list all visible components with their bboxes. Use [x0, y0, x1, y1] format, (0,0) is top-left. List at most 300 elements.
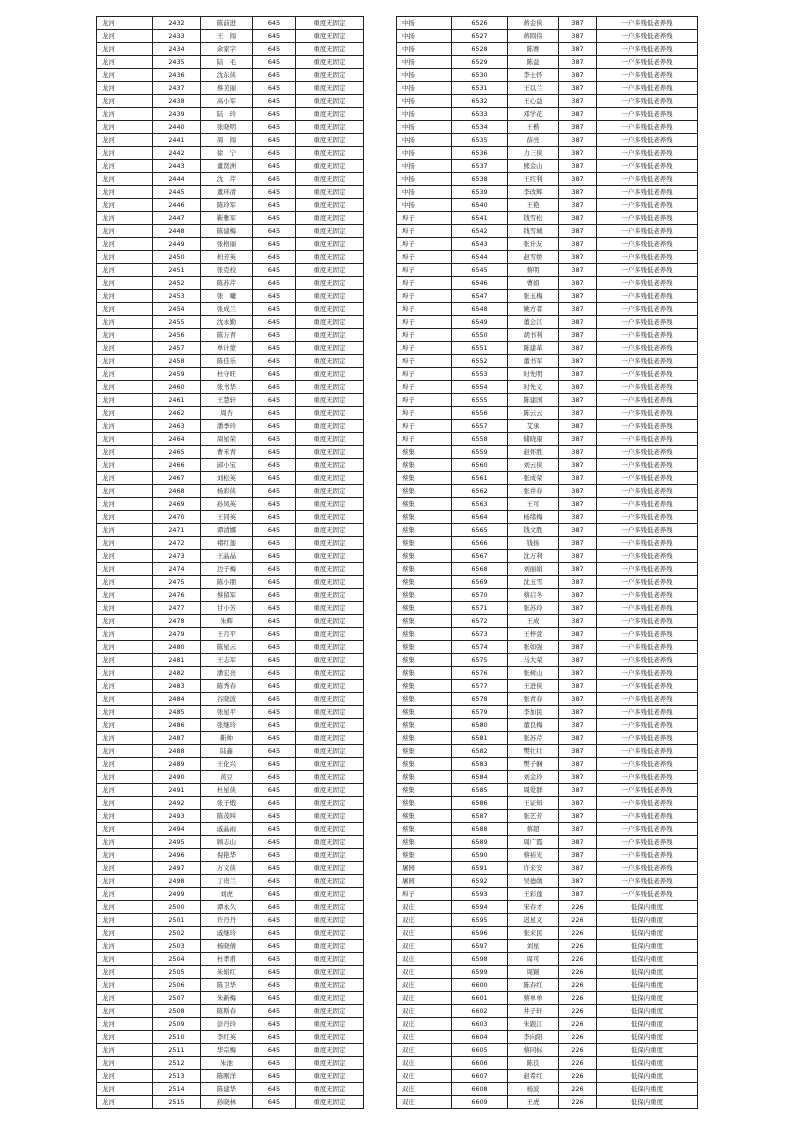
- town-cell: 龙河: [97, 875, 153, 888]
- town-cell: 龙河: [97, 615, 153, 628]
- name-cell: 邱小宝: [201, 459, 253, 472]
- category-cell: 重度无固定: [296, 433, 364, 446]
- category-cell: 重度无固定: [296, 147, 364, 160]
- amount-cell: 645: [253, 823, 296, 836]
- name-cell: 陈建梅: [201, 225, 253, 238]
- town-cell: 龙河: [97, 381, 153, 394]
- name-cell: 王进侠: [508, 680, 559, 693]
- serial-cell: 2456: [153, 329, 201, 342]
- town-cell: 龙河: [97, 927, 153, 940]
- name-cell: 王红利: [508, 173, 559, 186]
- town-cell: 蔡集: [397, 498, 452, 511]
- town-cell: 龙河: [97, 225, 153, 238]
- serial-cell: 6606: [452, 1057, 508, 1070]
- town-cell: 龙河: [97, 173, 153, 186]
- serial-cell: 2504: [153, 953, 201, 966]
- town-cell: 埠子: [397, 303, 452, 316]
- serial-cell: 6570: [452, 589, 508, 602]
- table-row: [97, 797, 364, 810]
- serial-cell: 2454: [153, 303, 201, 316]
- town-cell: 蔡集: [397, 745, 452, 758]
- serial-cell: 2488: [153, 745, 201, 758]
- serial-cell: 6586: [452, 797, 508, 810]
- serial-cell: 6544: [452, 251, 508, 264]
- amount-cell: 387: [559, 381, 597, 394]
- category-cell: 低保内重度: [597, 992, 698, 1005]
- serial-cell: 2468: [153, 485, 201, 498]
- name-cell: 陈秀春: [201, 680, 253, 693]
- town-cell: 蔡集: [397, 784, 452, 797]
- table-row: [97, 342, 364, 355]
- amount-cell: 226: [559, 901, 597, 914]
- serial-cell: 6556: [452, 407, 508, 420]
- serial-cell: 6551: [452, 342, 508, 355]
- amount-cell: 387: [559, 654, 597, 667]
- amount-cell: 387: [559, 459, 597, 472]
- category-cell: 一户多残低老养残: [597, 43, 698, 56]
- category-cell: 一户多残低老养残: [597, 862, 698, 875]
- amount-cell: 387: [559, 511, 597, 524]
- name-cell: 孙凤英: [201, 498, 253, 511]
- table-row: [97, 251, 364, 264]
- table-row: [397, 745, 698, 758]
- town-cell: 埠子: [397, 264, 452, 277]
- town-cell: 龙河: [97, 771, 153, 784]
- name-cell: 谭清娜: [201, 524, 253, 537]
- name-cell: 迟星义: [508, 914, 559, 927]
- town-cell: 龙河: [97, 524, 153, 537]
- category-cell: 一户多残低老养残: [597, 446, 698, 459]
- amount-cell: 387: [559, 745, 597, 758]
- serial-cell: 2491: [153, 784, 201, 797]
- category-cell: 重度无固定: [296, 1044, 364, 1057]
- name-cell: 刘松英: [201, 472, 253, 485]
- name-cell: 钱雪松: [508, 212, 559, 225]
- name-cell: 蔡单单: [508, 992, 559, 1005]
- table-row: [397, 17, 698, 30]
- name-cell: 陈良: [508, 1057, 559, 1070]
- table-row: [397, 95, 698, 108]
- name-cell: 钱雪城: [508, 225, 559, 238]
- town-cell: 龙河: [97, 303, 153, 316]
- name-cell: 樊子娴: [508, 758, 559, 771]
- serial-cell: 6546: [452, 277, 508, 290]
- name-cell: 陈益: [508, 56, 559, 69]
- table-row: [397, 251, 698, 264]
- amount-cell: 226: [559, 1018, 597, 1031]
- serial-cell: 2451: [153, 264, 201, 277]
- table-row: [397, 992, 698, 1005]
- category-cell: 重度无固定: [296, 381, 364, 394]
- table-row: [397, 30, 698, 43]
- name-cell: 戚继玲: [201, 927, 253, 940]
- town-cell: 龙河: [97, 940, 153, 953]
- category-cell: 一户多残低老养残: [597, 251, 698, 264]
- table-row: [97, 82, 364, 95]
- town-cell: 龙河: [97, 199, 153, 212]
- table-row: [397, 719, 698, 732]
- category-cell: 重度无固定: [296, 225, 364, 238]
- name-cell: 陈佳乐: [201, 355, 253, 368]
- table-row: [97, 901, 364, 914]
- name-cell: 陈斯春: [201, 1005, 253, 1018]
- serial-cell: 2480: [153, 641, 201, 654]
- serial-cell: 2479: [153, 628, 201, 641]
- amount-cell: 226: [559, 966, 597, 979]
- town-cell: 龙河: [97, 1044, 153, 1057]
- amount-cell: 387: [559, 680, 597, 693]
- category-cell: 一户多残低老养残: [597, 576, 698, 589]
- serial-cell: 2475: [153, 576, 201, 589]
- serial-cell: 6598: [452, 953, 508, 966]
- category-cell: 一户多残低老养残: [597, 602, 698, 615]
- category-cell: 一户多残低老养残: [597, 654, 698, 667]
- name-cell: 陈春红: [508, 979, 559, 992]
- category-cell: 重度无固定: [296, 654, 364, 667]
- town-cell: 埠子: [397, 316, 452, 329]
- serial-cell: 2457: [153, 342, 201, 355]
- serial-cell: 6530: [452, 69, 508, 82]
- category-cell: 重度无固定: [296, 303, 364, 316]
- town-cell: 蔡集: [397, 628, 452, 641]
- town-cell: 龙河: [97, 953, 153, 966]
- serial-cell: 6594: [452, 901, 508, 914]
- category-cell: 低保内重度: [597, 1018, 698, 1031]
- table-row: [97, 1005, 364, 1018]
- serial-cell: 6581: [452, 732, 508, 745]
- serial-cell: 2445: [153, 186, 201, 199]
- name-cell: 谷晓波: [201, 693, 253, 706]
- serial-cell: 6532: [452, 95, 508, 108]
- name-cell: 刘虎: [201, 888, 253, 901]
- amount-cell: 645: [253, 56, 296, 69]
- amount-cell: 645: [253, 966, 296, 979]
- town-cell: 蔡集: [397, 524, 452, 537]
- category-cell: 一户多残低老养残: [597, 134, 698, 147]
- serial-cell: 6567: [452, 550, 508, 563]
- serial-cell: 2509: [153, 1018, 201, 1031]
- category-cell: 重度无固定: [296, 667, 364, 680]
- town-cell: 龙河: [97, 30, 153, 43]
- name-cell: 蔡超: [508, 823, 559, 836]
- table-row: [97, 1083, 364, 1096]
- table-row: [397, 615, 698, 628]
- serial-cell: 2447: [153, 212, 201, 225]
- amount-cell: 645: [253, 30, 296, 43]
- table-row: [397, 693, 698, 706]
- category-cell: 重度无固定: [296, 1057, 364, 1070]
- table-row: [97, 173, 364, 186]
- table-row: [397, 472, 698, 485]
- category-cell: 重度无固定: [296, 199, 364, 212]
- serial-cell: 6595: [452, 914, 508, 927]
- category-cell: 重度无固定: [296, 121, 364, 134]
- amount-cell: 387: [559, 173, 597, 186]
- table-row: [97, 745, 364, 758]
- town-cell: 埠子: [397, 888, 452, 901]
- town-cell: 蔡集: [397, 511, 452, 524]
- serial-cell: 2450: [153, 251, 201, 264]
- amount-cell: 387: [559, 290, 597, 303]
- serial-cell: 6583: [452, 758, 508, 771]
- town-cell: 龙河: [97, 732, 153, 745]
- name-cell: 钱文胜: [508, 524, 559, 537]
- serial-cell: 2440: [153, 121, 201, 134]
- table-row: [397, 498, 698, 511]
- amount-cell: 387: [559, 693, 597, 706]
- amount-cell: 387: [559, 524, 597, 537]
- name-cell: 王晶晶: [201, 550, 253, 563]
- town-cell: 蔡集: [397, 732, 452, 745]
- category-cell: 重度无固定: [296, 355, 364, 368]
- town-cell: 蔡集: [397, 641, 452, 654]
- amount-cell: 645: [253, 927, 296, 940]
- amount-cell: 645: [253, 1005, 296, 1018]
- serial-cell: 6569: [452, 576, 508, 589]
- name-cell: 王可: [508, 498, 559, 511]
- town-cell: 双庄: [397, 1018, 452, 1031]
- category-cell: 重度无固定: [296, 979, 364, 992]
- name-cell: 王化兴: [201, 758, 253, 771]
- name-cell: 李加民: [508, 706, 559, 719]
- town-cell: 龙河: [97, 862, 153, 875]
- town-cell: 蔡集: [397, 771, 452, 784]
- category-cell: 一户多残低老养残: [597, 667, 698, 680]
- town-cell: 龙河: [97, 849, 153, 862]
- name-cell: 曹娟: [508, 277, 559, 290]
- amount-cell: 645: [253, 784, 296, 797]
- town-cell: 埠子: [397, 342, 452, 355]
- table-row: [397, 862, 698, 875]
- town-cell: 埠子: [397, 368, 452, 381]
- serial-cell: 2469: [153, 498, 201, 511]
- name-cell: 张 曦: [201, 290, 253, 303]
- category-cell: 重度无固定: [296, 1031, 364, 1044]
- town-cell: 中扬: [397, 69, 452, 82]
- town-cell: 蔡集: [397, 537, 452, 550]
- category-cell: 重度无固定: [296, 212, 364, 225]
- serial-cell: 2432: [153, 17, 201, 30]
- town-cell: 双庄: [397, 1031, 452, 1044]
- serial-cell: 2459: [153, 368, 201, 381]
- serial-cell: 2473: [153, 550, 201, 563]
- amount-cell: 645: [253, 17, 296, 30]
- category-cell: 低保内重度: [597, 914, 698, 927]
- category-cell: 重度无固定: [296, 251, 364, 264]
- table-row: [397, 966, 698, 979]
- town-cell: 中扬: [397, 160, 452, 173]
- serial-cell: 6604: [452, 1031, 508, 1044]
- town-cell: 龙河: [97, 368, 153, 381]
- category-cell: 重度无固定: [296, 758, 364, 771]
- name-cell: 王志军: [201, 654, 253, 667]
- amount-cell: 226: [559, 1096, 597, 1109]
- serial-cell: 6547: [452, 290, 508, 303]
- town-cell: 中扬: [397, 56, 452, 69]
- name-cell: 蔡留军: [201, 589, 253, 602]
- name-cell: 陈刚洋: [201, 1070, 253, 1083]
- table-row: [97, 95, 364, 108]
- category-cell: 重度无固定: [296, 472, 364, 485]
- category-cell: 一户多残低老养残: [597, 485, 698, 498]
- name-cell: 许丹丹: [201, 914, 253, 927]
- category-cell: 一户多残低老养残: [597, 849, 698, 862]
- town-cell: 蔡集: [397, 472, 452, 485]
- category-cell: 重度无固定: [296, 888, 364, 901]
- serial-cell: 6577: [452, 680, 508, 693]
- town-cell: 龙河: [97, 641, 153, 654]
- table-row: [97, 836, 364, 849]
- category-cell: 重度无固定: [296, 329, 364, 342]
- amount-cell: 645: [253, 381, 296, 394]
- name-cell: 樊壮壮: [508, 745, 559, 758]
- name-cell: 曹禾青: [201, 446, 253, 459]
- table-row: [97, 771, 364, 784]
- name-cell: 朱池: [201, 1057, 253, 1070]
- amount-cell: 645: [253, 576, 296, 589]
- table-row: [97, 316, 364, 329]
- town-cell: 龙河: [97, 784, 153, 797]
- town-cell: 双庄: [397, 914, 452, 927]
- amount-cell: 645: [253, 771, 296, 784]
- serial-cell: 6548: [452, 303, 508, 316]
- town-cell: 蔡集: [397, 758, 452, 771]
- category-cell: 重度无固定: [296, 901, 364, 914]
- category-cell: 重度无固定: [296, 537, 364, 550]
- town-cell: 龙河: [97, 316, 153, 329]
- name-cell: 邓学花: [508, 108, 559, 121]
- table-row: [97, 706, 364, 719]
- amount-cell: 645: [253, 992, 296, 1005]
- name-cell: 周爱群: [508, 784, 559, 797]
- amount-cell: 645: [253, 914, 296, 927]
- category-cell: 低保内重度: [597, 1031, 698, 1044]
- table-row: [397, 381, 698, 394]
- serial-cell: 6528: [452, 43, 508, 56]
- table-row: [97, 368, 364, 381]
- table-row: [97, 693, 364, 706]
- serial-cell: 6540: [452, 199, 508, 212]
- town-cell: 龙河: [97, 420, 153, 433]
- table-row: [397, 732, 698, 745]
- category-cell: 重度无固定: [296, 797, 364, 810]
- category-cell: 重度无固定: [296, 784, 364, 797]
- amount-cell: 645: [253, 498, 296, 511]
- amount-cell: 226: [559, 927, 597, 940]
- name-cell: 朱娟红: [201, 966, 253, 979]
- category-cell: 重度无固定: [296, 823, 364, 836]
- serial-cell: 6555: [452, 394, 508, 407]
- serial-cell: 2446: [153, 199, 201, 212]
- amount-cell: 645: [253, 810, 296, 823]
- town-cell: 龙河: [97, 797, 153, 810]
- town-cell: 中扬: [397, 108, 452, 121]
- amount-cell: 645: [253, 95, 296, 108]
- town-cell: 龙河: [97, 511, 153, 524]
- amount-cell: 645: [253, 303, 296, 316]
- town-cell: 双庄: [397, 979, 452, 992]
- amount-cell: 387: [559, 134, 597, 147]
- amount-cell: 387: [559, 498, 597, 511]
- table-row: [97, 420, 364, 433]
- serial-cell: 6542: [452, 225, 508, 238]
- category-cell: 重度无固定: [296, 706, 364, 719]
- amount-cell: 645: [253, 836, 296, 849]
- amount-cell: 387: [559, 719, 597, 732]
- name-cell: 蔡美丽: [201, 82, 253, 95]
- table-row: [397, 134, 698, 147]
- name-cell: 刘金玲: [508, 771, 559, 784]
- serial-cell: 2471: [153, 524, 201, 537]
- name-cell: 陈万青: [201, 329, 253, 342]
- name-cell: 周星荣: [201, 433, 253, 446]
- serial-cell: 6559: [452, 446, 508, 459]
- category-cell: 一户多残低老养残: [597, 30, 698, 43]
- left-roster-body: [97, 17, 364, 1109]
- town-cell: 龙河: [97, 537, 153, 550]
- category-cell: 重度无固定: [296, 108, 364, 121]
- table-row: [397, 589, 698, 602]
- amount-cell: 387: [559, 615, 597, 628]
- serial-cell: 2441: [153, 134, 201, 147]
- town-cell: 蔡集: [397, 849, 452, 862]
- table-row: [97, 628, 364, 641]
- table-row: [397, 1083, 698, 1096]
- amount-cell: 387: [559, 862, 597, 875]
- category-cell: 一户多残低老养残: [597, 524, 698, 537]
- table-row: [97, 1044, 364, 1057]
- town-cell: 中扬: [397, 30, 452, 43]
- category-cell: 重度无固定: [296, 641, 364, 654]
- name-cell: 顾志山: [201, 836, 253, 849]
- town-cell: 蔡集: [397, 680, 452, 693]
- serial-cell: 2438: [153, 95, 201, 108]
- town-cell: 龙河: [97, 485, 153, 498]
- category-cell: 重度无固定: [296, 953, 364, 966]
- amount-cell: 387: [559, 199, 597, 212]
- table-row: [97, 30, 364, 43]
- name-cell: 陈建革: [508, 342, 559, 355]
- category-cell: 一户多残低老养残: [597, 147, 698, 160]
- amount-cell: 645: [253, 940, 296, 953]
- amount-cell: 645: [253, 511, 296, 524]
- serial-cell: 2493: [153, 810, 201, 823]
- serial-cell: 2470: [153, 511, 201, 524]
- town-cell: 龙河: [97, 1057, 153, 1070]
- amount-cell: 387: [559, 329, 597, 342]
- name-cell: 王月平: [201, 628, 253, 641]
- amount-cell: 387: [559, 771, 597, 784]
- amount-cell: 387: [559, 225, 597, 238]
- table-row: [97, 719, 364, 732]
- serial-cell: 2462: [153, 407, 201, 420]
- amount-cell: 387: [559, 667, 597, 680]
- category-cell: 重度无固定: [296, 745, 364, 758]
- serial-cell: 2465: [153, 446, 201, 459]
- category-cell: 重度无固定: [296, 82, 364, 95]
- serial-cell: 6572: [452, 615, 508, 628]
- amount-cell: 387: [559, 823, 597, 836]
- serial-cell: 6609: [452, 1096, 508, 1109]
- serial-cell: 6599: [452, 966, 508, 979]
- name-cell: 沈 芹: [201, 173, 253, 186]
- serial-cell: 6539: [452, 186, 508, 199]
- name-cell: 陈建华: [201, 1083, 253, 1096]
- amount-cell: 387: [559, 875, 597, 888]
- town-cell: 龙河: [97, 329, 153, 342]
- category-cell: 一户多残低老养残: [597, 17, 698, 30]
- serial-cell: 6557: [452, 420, 508, 433]
